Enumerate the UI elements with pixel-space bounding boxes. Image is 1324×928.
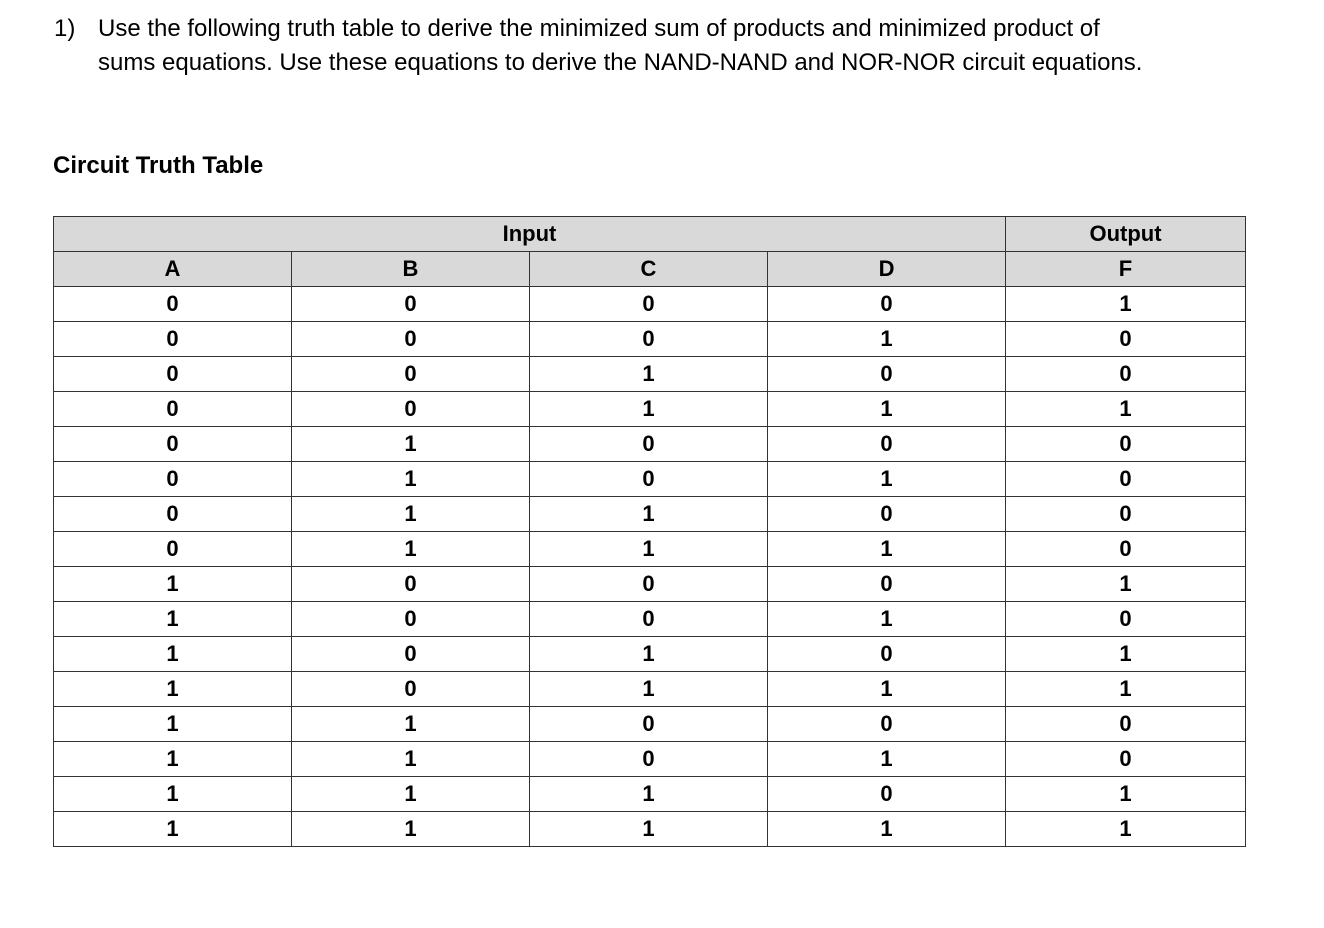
table-row: [54, 637, 1246, 672]
cell-a: 1: [54, 602, 292, 637]
cell-c: 1: [530, 812, 768, 847]
cell-c: 1: [530, 777, 768, 812]
cell-c: 0: [530, 742, 768, 777]
cell-b: 0: [292, 567, 530, 602]
table-row: [54, 357, 1246, 392]
column-header-a: A: [54, 252, 292, 287]
question-text: [98, 12, 1254, 80]
cell-c: 1: [530, 672, 768, 707]
cell-a: 1: [54, 812, 292, 847]
cell-f: 0: [1006, 742, 1246, 777]
cell-d: 1: [768, 602, 1006, 637]
cell-c: 0: [530, 462, 768, 497]
cell-c: 1: [530, 532, 768, 567]
cell-b: 1: [292, 707, 530, 742]
cell-a: 0: [54, 287, 292, 322]
truth-table: [53, 216, 1246, 847]
cell-f: 0: [1006, 707, 1246, 742]
table-row: [54, 567, 1246, 602]
table-row: [54, 532, 1246, 567]
cell-a: 0: [54, 532, 292, 567]
section-title: Circuit Truth Table: [53, 152, 264, 179]
question-line-2: sums equations. Use these equations to derive the NAND-NAND and NOR-NOR circuit equations.: [98, 49, 1143, 76]
cell-b: 1: [292, 777, 530, 812]
cell-f: 0: [1006, 532, 1246, 567]
cell-a: 1: [54, 777, 292, 812]
cell-b: 1: [292, 497, 530, 532]
cell-f: 0: [1006, 497, 1246, 532]
cell-a: 1: [54, 707, 292, 742]
cell-a: 0: [54, 462, 292, 497]
question-number: 1): [54, 15, 76, 42]
cell-f: 1: [1006, 567, 1246, 602]
output-group-header: Output: [1006, 217, 1246, 252]
column-header-c: C: [530, 252, 768, 287]
cell-d: 1: [768, 532, 1006, 567]
cell-f: 0: [1006, 322, 1246, 357]
table-row: [54, 462, 1246, 497]
cell-b: 0: [292, 357, 530, 392]
cell-c: 0: [530, 707, 768, 742]
cell-d: 0: [768, 567, 1006, 602]
cell-b: 0: [292, 287, 530, 322]
cell-a: 0: [54, 427, 292, 462]
cell-f: 1: [1006, 637, 1246, 672]
input-group-header: Input: [54, 217, 1006, 252]
table-row: [54, 392, 1246, 427]
cell-b: 1: [292, 742, 530, 777]
cell-d: 0: [768, 777, 1006, 812]
cell-b: 0: [292, 672, 530, 707]
group-header-row: [54, 217, 1246, 252]
table-row: [54, 497, 1246, 532]
cell-f: 1: [1006, 812, 1246, 847]
cell-f: 0: [1006, 602, 1246, 637]
cell-c: 0: [530, 322, 768, 357]
table-row: [54, 322, 1246, 357]
truth-table-body: [54, 287, 1246, 847]
cell-f: 1: [1006, 777, 1246, 812]
cell-c: 0: [530, 602, 768, 637]
cell-f: 1: [1006, 287, 1246, 322]
column-header-row: [54, 252, 1246, 287]
cell-b: 0: [292, 322, 530, 357]
cell-a: 1: [54, 742, 292, 777]
cell-f: 0: [1006, 462, 1246, 497]
table-row: [54, 812, 1246, 847]
table-row: [54, 707, 1246, 742]
cell-b: 1: [292, 427, 530, 462]
cell-d: 1: [768, 322, 1006, 357]
cell-c: 0: [530, 427, 768, 462]
cell-c: 1: [530, 497, 768, 532]
cell-d: 0: [768, 427, 1006, 462]
cell-f: 0: [1006, 427, 1246, 462]
cell-a: 0: [54, 392, 292, 427]
cell-d: 0: [768, 497, 1006, 532]
cell-d: 0: [768, 637, 1006, 672]
cell-c: 1: [530, 357, 768, 392]
cell-c: 1: [530, 637, 768, 672]
column-header-d: D: [768, 252, 1006, 287]
cell-d: 1: [768, 672, 1006, 707]
table-row: [54, 427, 1246, 462]
cell-a: 1: [54, 672, 292, 707]
cell-d: 0: [768, 357, 1006, 392]
cell-a: 0: [54, 497, 292, 532]
cell-d: 1: [768, 742, 1006, 777]
cell-a: 0: [54, 322, 292, 357]
table-row: [54, 742, 1246, 777]
cell-f: 1: [1006, 672, 1246, 707]
cell-d: 1: [768, 812, 1006, 847]
cell-c: 0: [530, 287, 768, 322]
question-block: [54, 12, 1254, 80]
cell-d: 0: [768, 707, 1006, 742]
table-row: [54, 287, 1246, 322]
cell-b: 0: [292, 637, 530, 672]
cell-d: 1: [768, 462, 1006, 497]
cell-b: 0: [292, 602, 530, 637]
cell-b: 1: [292, 462, 530, 497]
cell-f: 0: [1006, 357, 1246, 392]
cell-d: 0: [768, 287, 1006, 322]
table-row: [54, 777, 1246, 812]
cell-d: 1: [768, 392, 1006, 427]
table-row: [54, 672, 1246, 707]
cell-c: 1: [530, 392, 768, 427]
cell-a: 0: [54, 357, 292, 392]
cell-f: 1: [1006, 392, 1246, 427]
cell-a: 1: [54, 567, 292, 602]
cell-b: 0: [292, 392, 530, 427]
cell-a: 1: [54, 637, 292, 672]
cell-b: 1: [292, 812, 530, 847]
column-header-b: B: [292, 252, 530, 287]
cell-c: 0: [530, 567, 768, 602]
cell-b: 1: [292, 532, 530, 567]
question-line-1: Use the following truth table to derive the minimized sum of products and minimized product of: [98, 15, 1100, 42]
column-header-f: F: [1006, 252, 1246, 287]
table-row: [54, 602, 1246, 637]
